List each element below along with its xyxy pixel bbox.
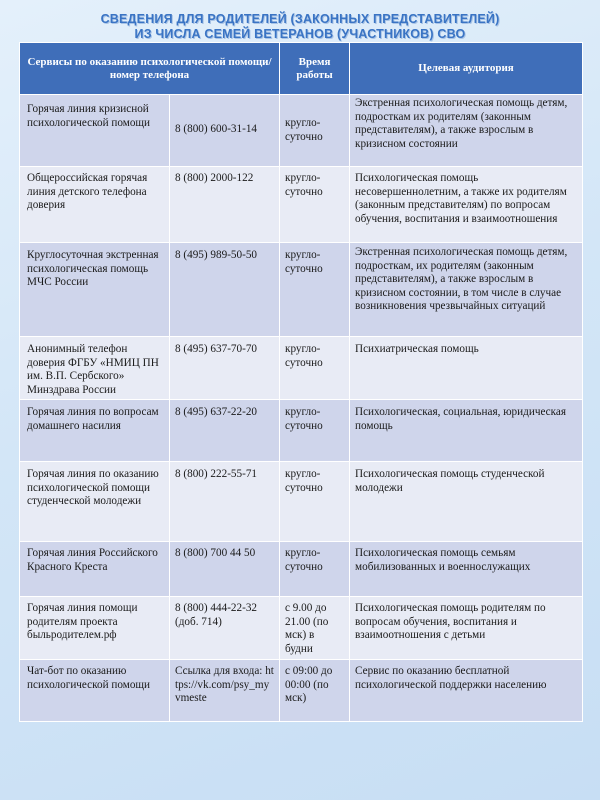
services-table (19, 42, 583, 722)
service-name: Чат-бот по оказанию психологической помощи (20, 660, 170, 722)
table-row (20, 597, 583, 660)
table-header-row (20, 43, 583, 95)
phone-number: 8 (800) 700 44 50 (170, 542, 280, 597)
service-name: Круглосуточная экстренная психологическая помощь МЧС России (20, 243, 170, 337)
phone-number: 8 (495) 637-70-70 (170, 337, 280, 400)
service-name: Горячая линия помощи родителям проекта быльродителем.рф (20, 597, 170, 660)
service-name: Общероссийская горячая линия детского телефона доверия (20, 167, 170, 243)
target-audience: Экстренная психологическая помощь детям, подросткам, их родителям (законным представителям), а также взрослым в кризисном состоянии, в том числе в случае возникновения чрезвычайных ситуаций (350, 243, 583, 337)
working-hours: кругло-суточно (280, 337, 350, 400)
working-hours: с 09:00 до 00:00 (по мск) (280, 660, 350, 722)
working-hours: кругло-суточно (280, 400, 350, 462)
table-row (20, 462, 583, 542)
target-audience: Психологическая помощь студенческой молодежи (350, 462, 583, 542)
target-audience: Психологическая помощь несовершеннолетним, а также их родителям (законным представителям) по вопросам обучения, воспитания и взаимоотношения (350, 167, 583, 243)
table-row (20, 167, 583, 243)
phone-number: 8 (800) 444-22-32 (доб. 714) (170, 597, 280, 660)
working-hours: кругло-суточно (280, 542, 350, 597)
table-row (20, 243, 583, 337)
target-audience: Экстренная психологическая помощь детям, подросткам их родителям (законным представителям), а также взрослым в кризисном состоянии (350, 95, 583, 167)
target-audience: Психиатрическая помощь (350, 337, 583, 400)
target-audience: Психологическая, социальная, юридическая помощь (350, 400, 583, 462)
header-services: Сервисы по оказанию психологической помощи/ номер телефона (20, 43, 280, 95)
table-row (20, 337, 583, 400)
working-hours: с 9.00 до 21.00 (по мск) в будни (280, 597, 350, 660)
chatbot-link[interactable]: Ссылка для входа: https://vk.com/psy_myvmeste (170, 660, 280, 722)
phone-number: 8 (800) 600-31-14 (170, 95, 280, 167)
service-name: Горячая линия по вопросам домашнего насилия (20, 400, 170, 462)
service-name: Анонимный телефон доверия ФГБУ «НМИЦ ПН им. В.П. Сербского» Минздрава России (20, 337, 170, 400)
service-name: Горячая линия Российского Красного Креста (20, 542, 170, 597)
phone-number: 8 (800) 222-55-71 (170, 462, 280, 542)
service-name: Горячая линия кризисной психологической помощи (20, 95, 170, 167)
table-row (20, 95, 583, 167)
page-title (0, 12, 600, 42)
target-audience: Психологическая помощь родителям по вопросам обучения, воспитания и взаимоотношения с детьми (350, 597, 583, 660)
phone-number: 8 (800) 2000-122 (170, 167, 280, 243)
phone-number: 8 (495) 989-50-50 (170, 243, 280, 337)
working-hours: кругло-суточно (280, 243, 350, 337)
table-row (20, 542, 583, 597)
title-line-1: СВЕДЕНИЯ ДЛЯ РОДИТЕЛЕЙ (ЗАКОННЫХ ПРЕДСТАВИТЕЛЕЙ) (100, 12, 500, 26)
title-line-2: ИЗ ЧИСЛА СЕМЕЙ ВЕТЕРАНОВ (УЧАСТНИКОВ) СВО (134, 27, 466, 41)
header-time: Время работы (280, 43, 350, 95)
header-audience: Целевая аудитория (350, 43, 583, 95)
phone-number: 8 (495) 637-22-20 (170, 400, 280, 462)
table-row (20, 660, 583, 722)
target-audience: Сервис по оказанию бесплатной психологической поддержки населению (350, 660, 583, 722)
working-hours: кругло-суточно (280, 167, 350, 243)
service-name: Горячая линия по оказанию психологической помощи студенческой молодежи (20, 462, 170, 542)
target-audience: Психологическая помощь семьям мобилизованных и военнослужащих (350, 542, 583, 597)
working-hours: кругло-суточно (280, 462, 350, 542)
working-hours: кругло-суточно (280, 95, 350, 167)
table-row (20, 400, 583, 462)
